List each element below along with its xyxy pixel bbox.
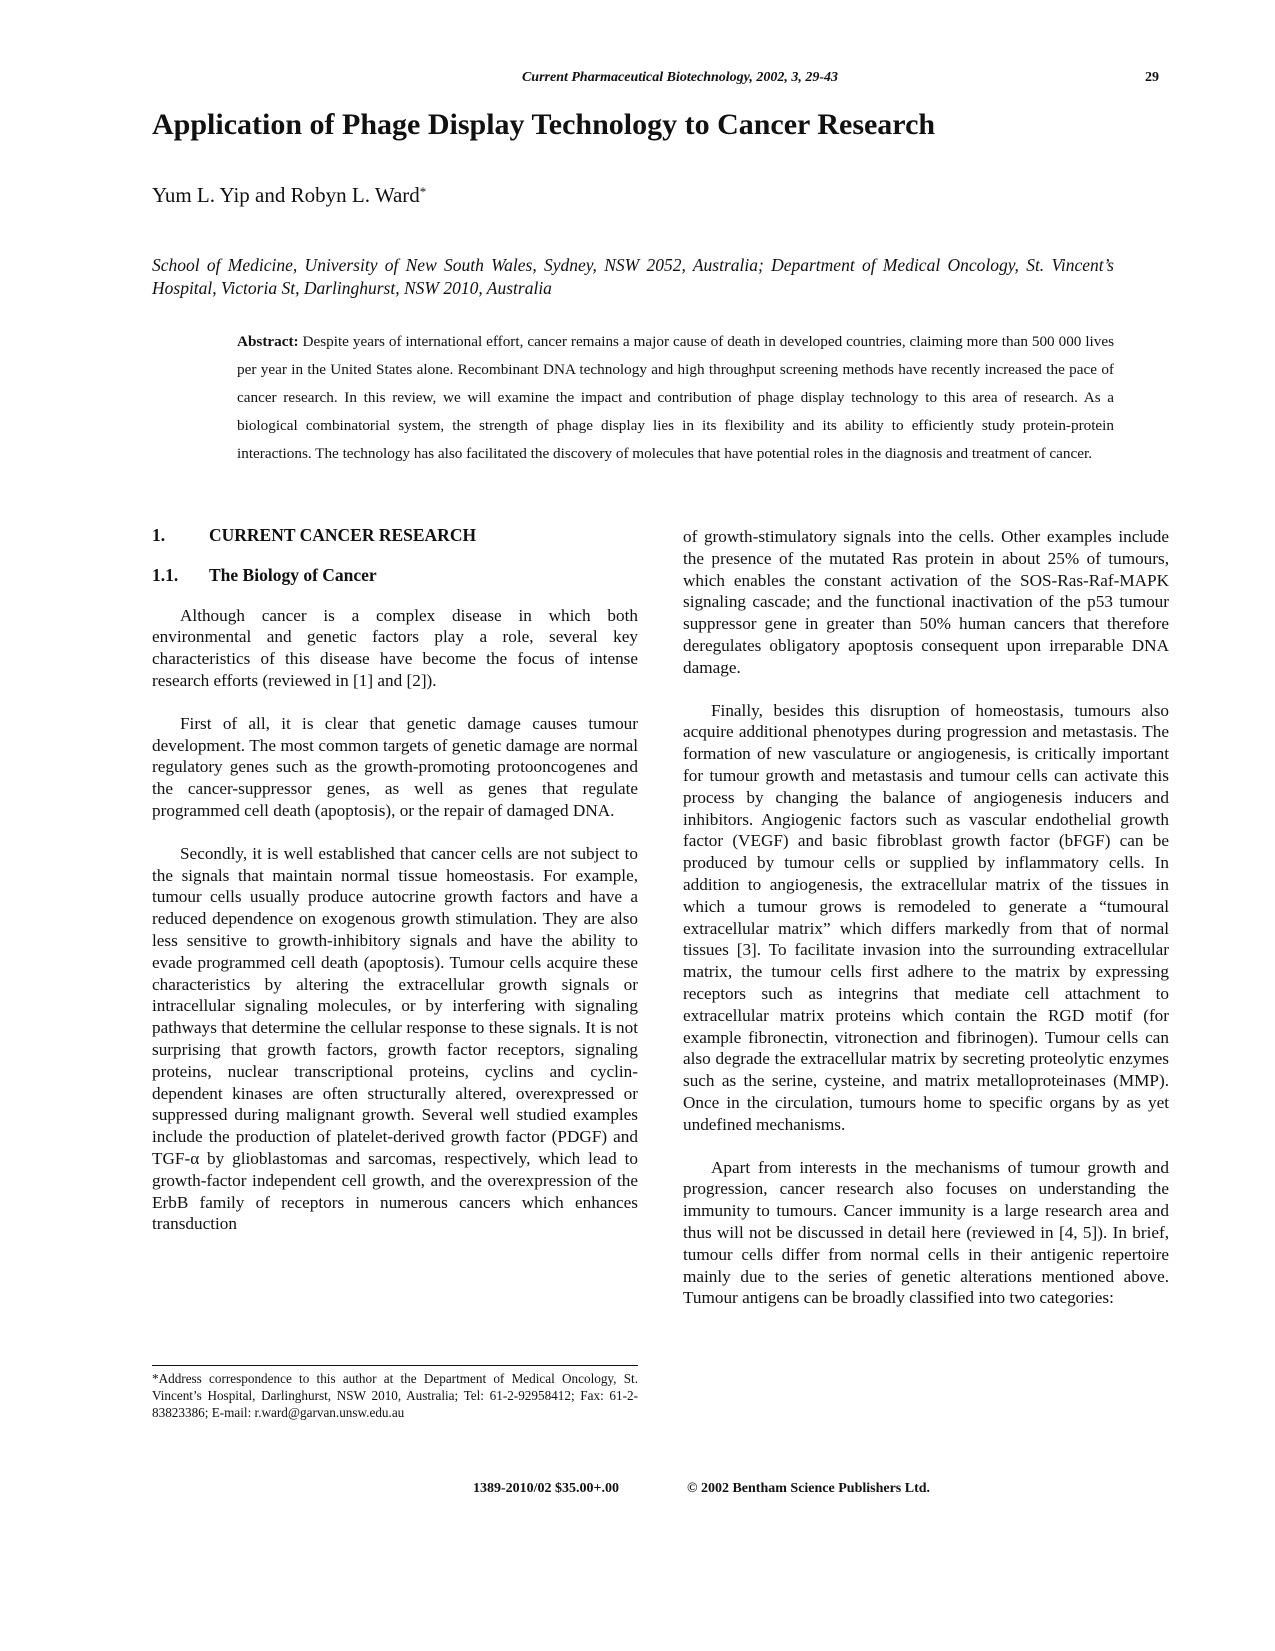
correspondence-footnote: *Address correspondence to this author at the Department of Medical Oncology, St. Vincent’s Hospital, Darlinghurst, NSW 2010, Australia; Tel: 61-2-92958412; Fax: 61-2-83823386; E-mail: r.ward@garvan.unsw.edu.au — [152, 1365, 638, 1421]
author-names: Yum L. Yip and Robyn L. Ward — [152, 183, 420, 207]
corresponding-mark: * — [419, 184, 427, 199]
body-paragraph: Apart from interests in the mechanisms of tumour growth and progression, cancer research also focuses on understanding the immunity to tumours. Cancer immunity is a large research area and thus will not be discussed in detail here (reviewed in [4, 5]). In brief, tumour cells differ from normal cells in their antigenic repertoire mainly due to the series of genetic alterations mentioned above. Tumour antigens can be broadly classified into two categories: — [683, 1157, 1169, 1308]
left-column — [152, 525, 638, 1235]
paper-title: Application of Phage Display Technology to Cancer Research — [152, 108, 936, 141]
section-heading — [152, 525, 638, 547]
running-head: Current Pharmaceutical Biotechnology, 2002, 3, 29-43 — [521, 70, 839, 85]
abstract-text: Despite years of international effort, cancer remains a major cause of death in developed countries, claiming more than 500 000 lives per year in the United States alone. Recombinant DNA technology and high throughput screening methods have recently increased the pace of cancer research. In this review, we will examine the impact and contribution of phage display technology to this area of research. As a biological combinatorial system, the strength of phage display lies in its flexibility and its ability to efficiently study protein-protein interactions. The technology has also facilitated the discovery of molecules that have potential roles in the diagnosis and treatment of cancer. — [237, 333, 1115, 462]
authors — [152, 183, 426, 208]
subsection-heading — [152, 565, 638, 587]
right-column — [683, 526, 1169, 1309]
subsection-number: 1.1. — [152, 564, 179, 585]
page-number: 29 — [1145, 70, 1159, 85]
section-title: CURRENT CANCER RESEARCH — [209, 525, 477, 545]
abstract-label: Abstract: — [237, 333, 299, 350]
body-paragraph: of growth-stimulatory signals into the cells. Other examples include the presence of the mutated Ras protein in about 25% of tumours, which enables the constant activation of the SOS-Ras-Raf-MAPK signaling cascade; and the functional inactivation of the p53 tumour suppressor gene in greater than 50% human cancers that therefore deregulates obligatory apoptosis consequent upon irreparable DNA damage. — [683, 527, 1169, 677]
footer-copyright: © 2002 Bentham Science Publishers Ltd. — [687, 1481, 931, 1496]
footer-issn: 1389-2010/02 $35.00+.00 — [473, 1481, 620, 1496]
body-paragraph: Finally, besides this disruption of homeostasis, tumours also acquire additional phenotypes during progression and metastasis. The formation of new vasculature or angiogenesis, is critically important for tumour growth and metastasis and tumour cells can activate this process by changing the balance of angiogenesis inducers and inhibitors. Angiogenic factors such as vascular endothelial growth factor (VEGF) and basic fibroblast growth factor (bFGF) can be produced by tumour cells or supplied by inflammatory cells. In addition to angiogenesis, the extracellular matrix of the tissues in which a tumour grows is remodeled to generate a “tumoural extracellular matrix” which differs markedly from that of normal tissues [3]. To facilitate invasion into the surrounding extracellular matrix, the tumour cells first adhere to the matrix by expressing receptors such as integrins that mediate cell attachment to extracellular matrix proteins which contain the RGD motif (for example fibronectin, vitronection and fibrinogen). Tumour cells can also degrade the extracellular matrix by secreting proteolytic enzymes such as the serine, cysteine, and matrix metalloproteinases (MMP). Once in the circulation, tumours home to specific organs by as yet undefined mechanisms. — [683, 700, 1169, 1134]
subsection-title: The Biology of Cancer — [209, 564, 377, 585]
section-number: 1. — [152, 525, 166, 545]
body-paragraph: Although cancer is a complex disease in which both environmental and genetic factors play a role, several key characteristics of this disease have become the focus of intense research efforts (reviewed in [1] and [2]). — [152, 605, 638, 690]
body-paragraph: First of all, it is clear that genetic damage causes tumour development. The most common targets of genetic damage are normal regulatory genes such as the growth-promoting protooncogenes and the cancer-suppressor genes, as well as genes that regulate programmed cell death (apoptosis), or the repair of damaged DNA. — [152, 713, 638, 820]
body-paragraph: Secondly, it is well established that cancer cells are not subject to the signals that maintain normal tissue homeostasis. For example, tumour cells usually produce autocrine growth factors and have a reduced dependence on exogenous growth stimulation. They are also less sensitive to growth-inhibitory signals and have the ability to evade programmed cell death (apoptosis). Tumour cells acquire these characteristics by altering the extracellular growth signals or intracellular signaling molecules, or by interfering with signaling pathways that determine the cellular response to these signals. It is not surprising that growth factors, growth factor receptors, signaling proteins, nuclear transcriptional proteins, cyclins and cyclin-dependent kinases are often structurally altered, overexpressed or suppressed during malignant growth. Several well studied examples include the production of platelet-derived growth factor (PDGF) and TGF-α by glioblastomas and sarcomas, respectively, which lead to growth-factor independent cell growth, and the overexpression of the ErbB family of receptors in numerous cancers which enhances transduction — [152, 843, 638, 1234]
affiliation: School of Medicine, University of New South Wales, Sydney, NSW 2052, Australia; Department of Medical Oncology, St. Vincent’s Hospital, Victoria St, Darlinghurst, NSW 2010, Australia — [152, 255, 1114, 298]
abstract — [237, 328, 1114, 468]
